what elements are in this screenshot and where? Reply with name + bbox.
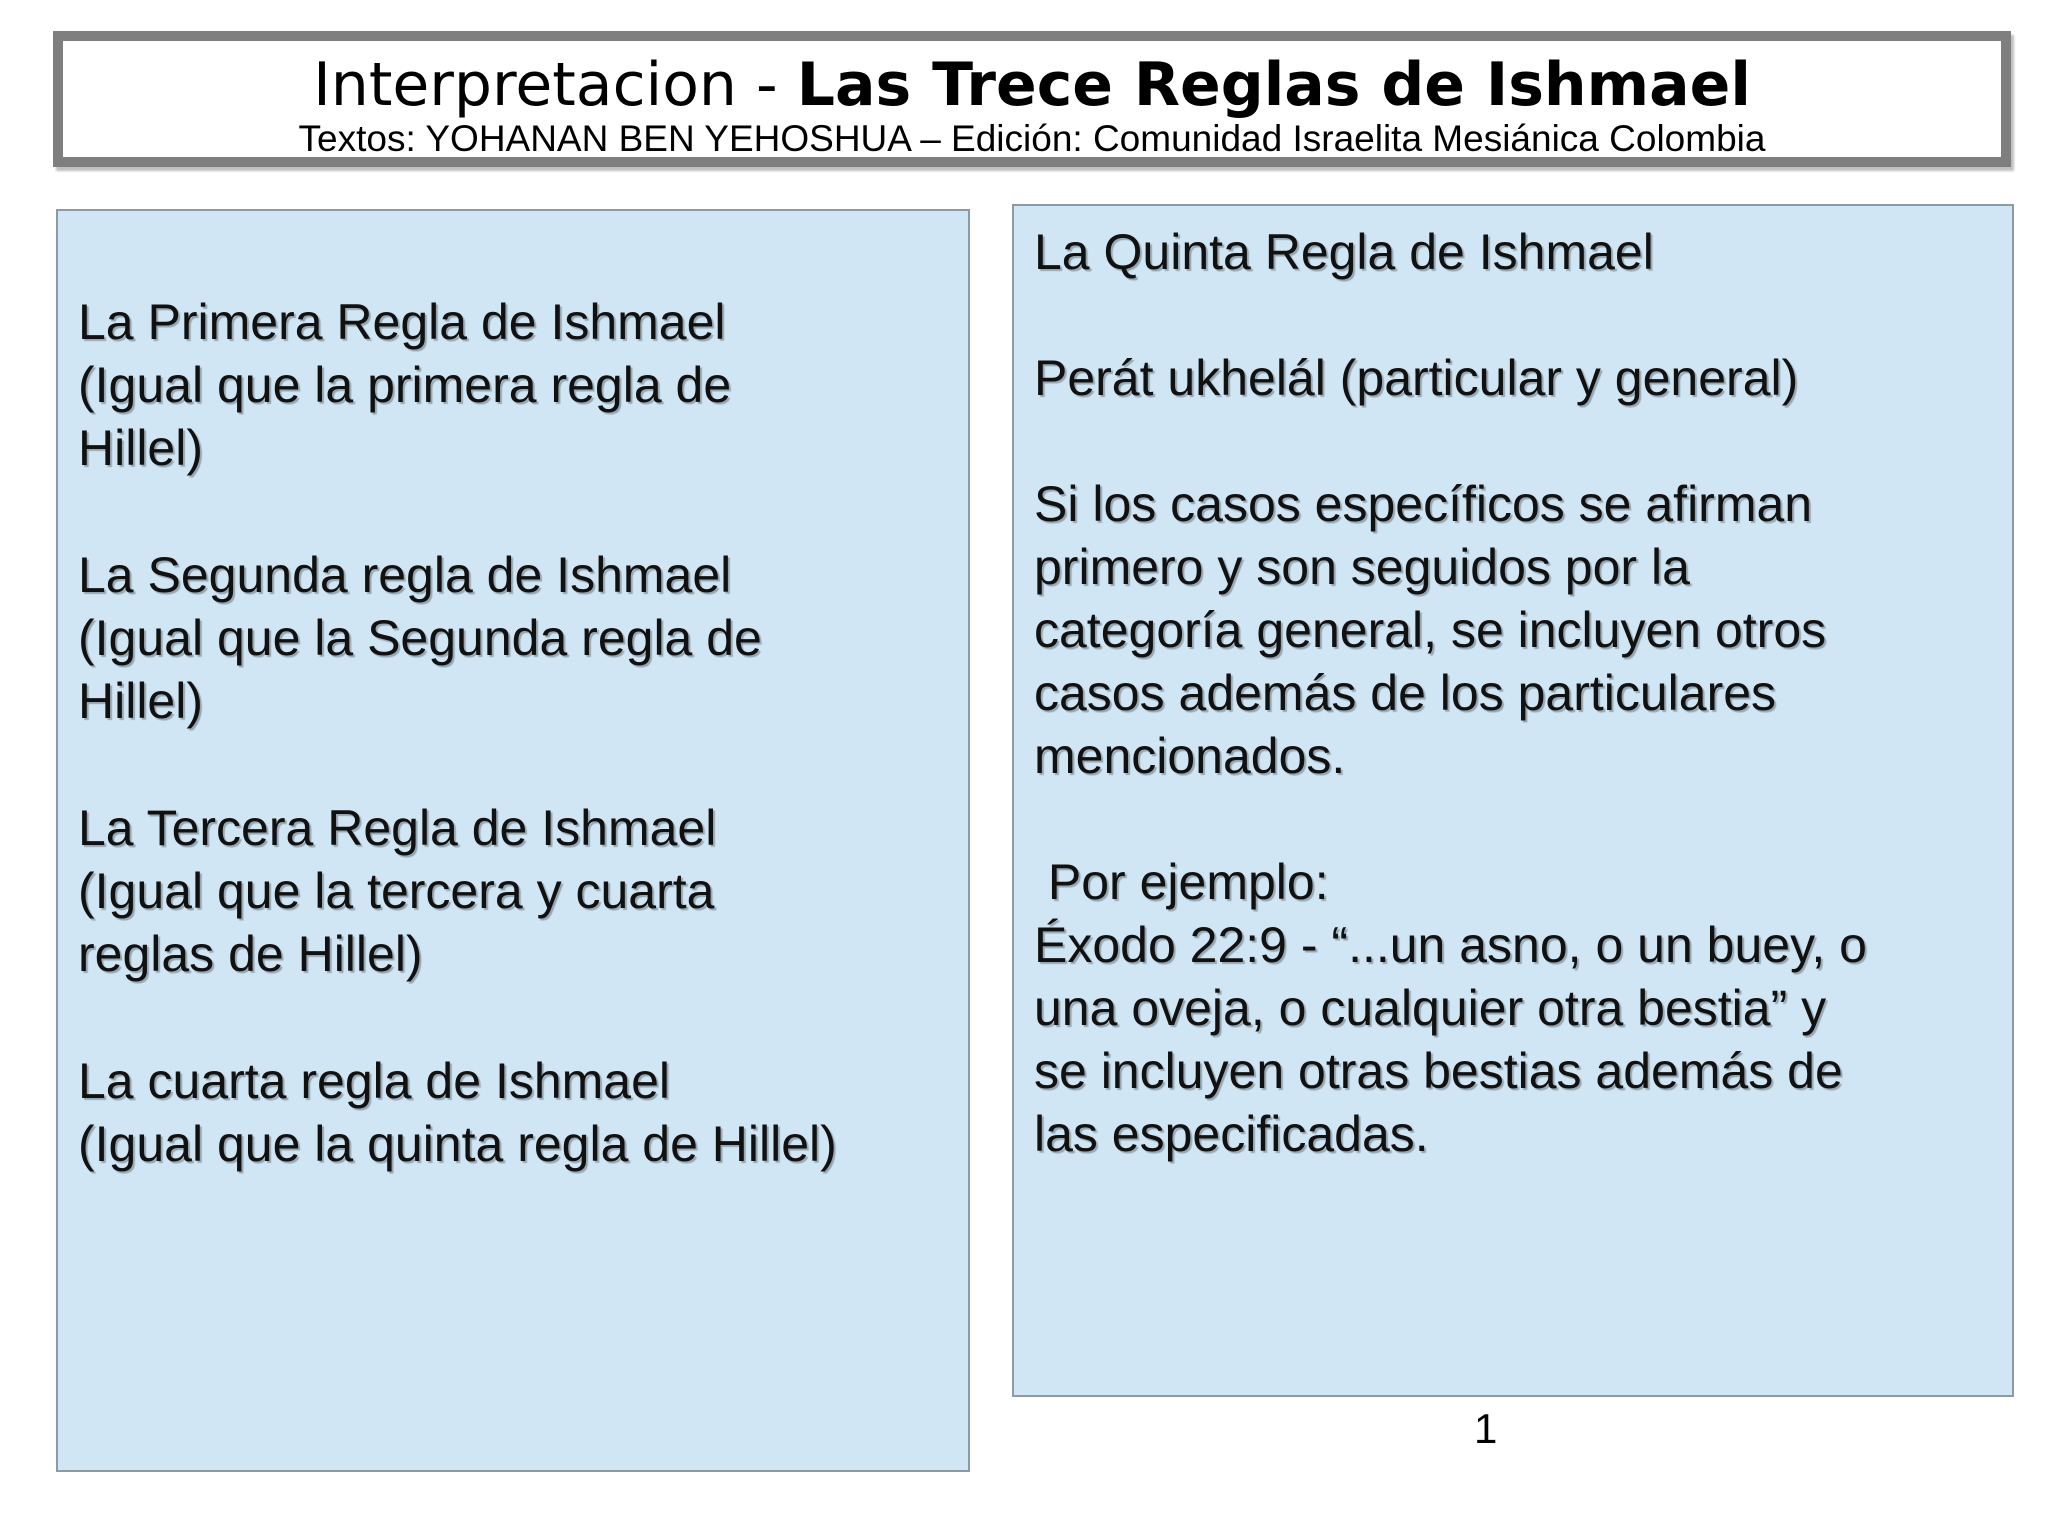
description-line: Si los casos específicos se afirman — [1034, 476, 1813, 532]
rule-title: La Tercera Regla de Ishmael — [78, 800, 717, 856]
rule-block-4 — [78, 1050, 968, 1176]
description-line: categoría general, se incluyen otros — [1034, 602, 1827, 658]
example-line: las especificadas. — [1034, 1106, 1429, 1162]
rule-line: (Igual que la primera regla de — [78, 357, 732, 413]
rule-title: La Segunda regla de Ishmael — [78, 547, 732, 603]
rule-block-3 — [78, 797, 968, 986]
description-line: primero y son seguidos por la — [1034, 539, 1690, 595]
description-line: casos además de los particulares — [1034, 665, 1777, 721]
fifth-rule-subtitle: Perát ukhelál (particular y general) — [1034, 350, 1799, 406]
rule-line: Hillel) — [78, 420, 203, 476]
left-rules-panel — [56, 209, 970, 1472]
rule-title: La cuarta regla de Ishmael — [78, 1053, 671, 1109]
spacer — [1034, 410, 2012, 473]
example-line: Éxodo 22:9 - “...un asno, o un buey, o — [1034, 917, 1867, 973]
rule-line: reglas de Hillel) — [78, 926, 423, 982]
page-title — [63, 51, 2001, 119]
description-line: mencionados. — [1034, 728, 1346, 784]
header-box — [53, 31, 2011, 167]
rule-line: (Igual que la quinta regla de Hillel) — [78, 1116, 837, 1172]
right-rule-panel — [1012, 204, 2014, 1397]
rule-title: La Primera Regla de Ishmael — [78, 294, 726, 350]
fifth-rule-title: La Quinta Regla de Ishmael — [1034, 224, 1654, 280]
page-number: 1 — [1474, 1405, 1498, 1452]
title-main: Las Trece Reglas de Ishmael — [796, 50, 1751, 120]
example-label: Por ejemplo: — [1034, 854, 1329, 910]
rule-line: (Igual que la Segunda regla de — [78, 610, 762, 666]
rule-line: Hillel) — [78, 673, 203, 729]
spacer — [1034, 788, 2012, 851]
spacer — [1034, 284, 2012, 347]
rule-block-1 — [78, 291, 968, 480]
rule-block-2 — [78, 544, 968, 733]
page-subtitle: Textos: YOHANAN BEN YEHOSHUA – Edición: Comunidad Israelita Mesiánica Colombia — [298, 118, 1766, 159]
rule-line: (Igual que la tercera y cuarta — [78, 863, 715, 919]
title-prefix: Interpretacion - — [313, 50, 797, 120]
example-line: se incluyen otras bestias además de — [1034, 1043, 1843, 1099]
example-line: una oveja, o cualquier otra bestia” y — [1034, 980, 1827, 1036]
